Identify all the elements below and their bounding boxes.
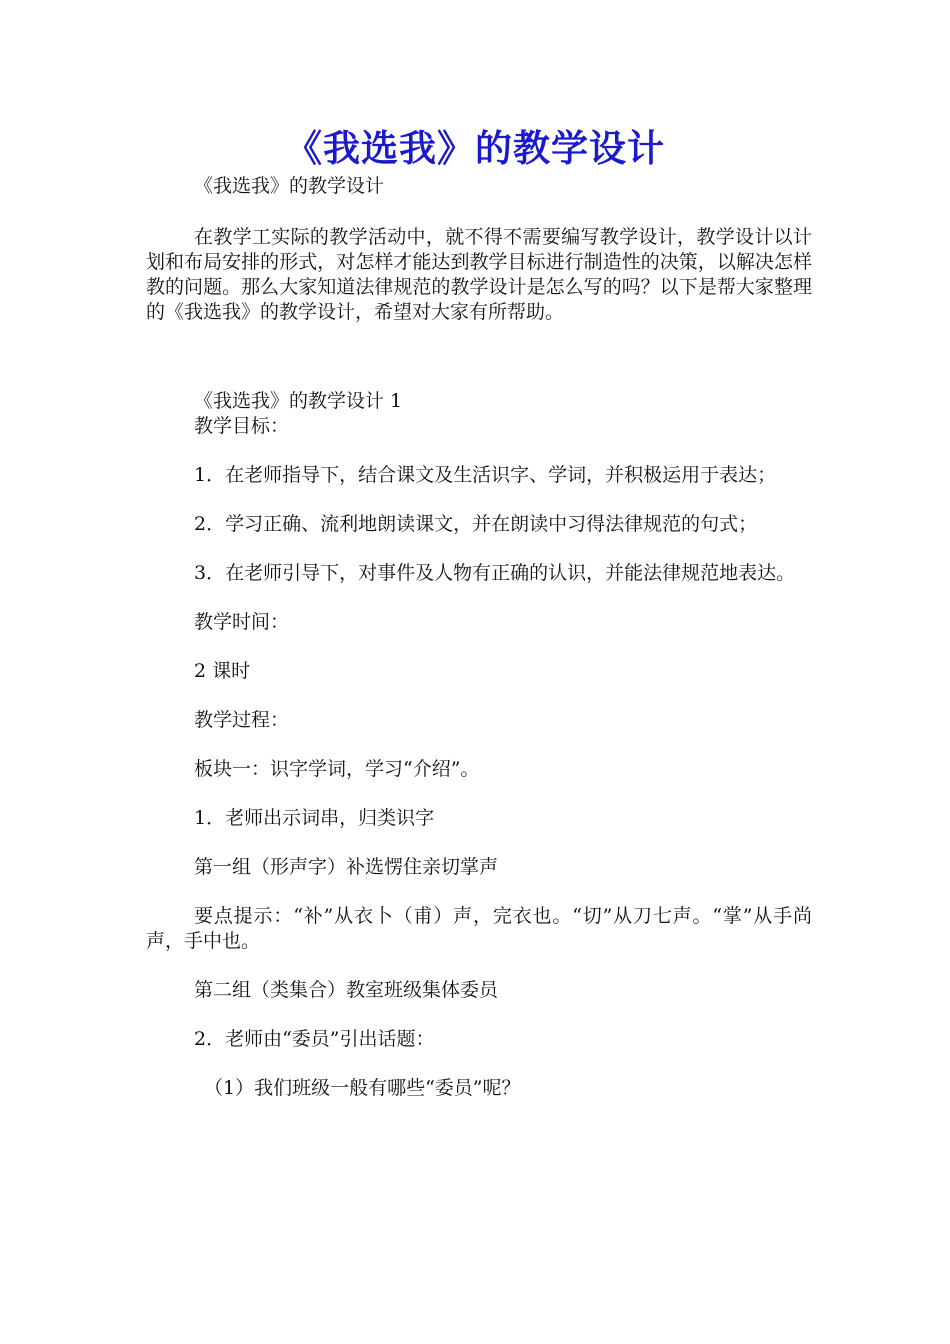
word-group-2: 第二组（类集合）教室班级集体委员: [194, 979, 499, 1001]
question-item-1: （1）我们班级一般有哪些“委员”呢？: [204, 1077, 521, 1099]
step-item-1: 1．老师出示词串，归类识字: [194, 807, 435, 829]
document-title: 《我选我》的教学设计: [285, 127, 665, 170]
block-heading: 板块一：识字学词，学习“介绍”。: [194, 758, 480, 780]
document-body: [146, 174, 812, 1101]
goal-item-1: 1．在老师指导下，结合课文及生活识字、学词，并积极运用于表达；: [194, 464, 777, 486]
goal-item-3: 3．在老师引导下，对事件及人物有正确的认识，并能法律规范地表达。: [194, 562, 796, 584]
section-title: 《我选我》的教学设计 1: [194, 390, 403, 412]
goals-label: 教学目标：: [194, 415, 290, 437]
time-label: 教学时间：: [194, 611, 290, 633]
word-group-1: 第一组（形声字）补选愣住亲切掌声: [194, 856, 499, 878]
step-item-2: 2．老师由“委员”引出话题：: [194, 1028, 435, 1050]
process-label: 教学过程：: [194, 709, 290, 731]
intro-paragraph: 在教学工实际的教学活动中，就不得不需要编写教学设计，教学设计以计划和布局安排的形式，对怎样才能达到教学目标进行制造性的决策，以解决怎样教的问题。那么大家知道法律规范的教学设计是怎么写的吗？以下是帮大家整理的《我选我》的教学设计，希望对大家有所帮助。: [146, 226, 812, 323]
subtitle-paragraph: 《我选我》的教学设计: [194, 175, 385, 197]
time-value: 2 课时: [194, 660, 251, 682]
tips-paragraph: 要点提示：“补”从衣卜（甫）声，完衣也。“切”从刀七声。“掌”从手尚声，手中也。: [146, 905, 812, 952]
goal-item-2: 2．学习正确、流利地朗读课文，并在朗读中习得法律规范的句式；: [194, 513, 758, 535]
